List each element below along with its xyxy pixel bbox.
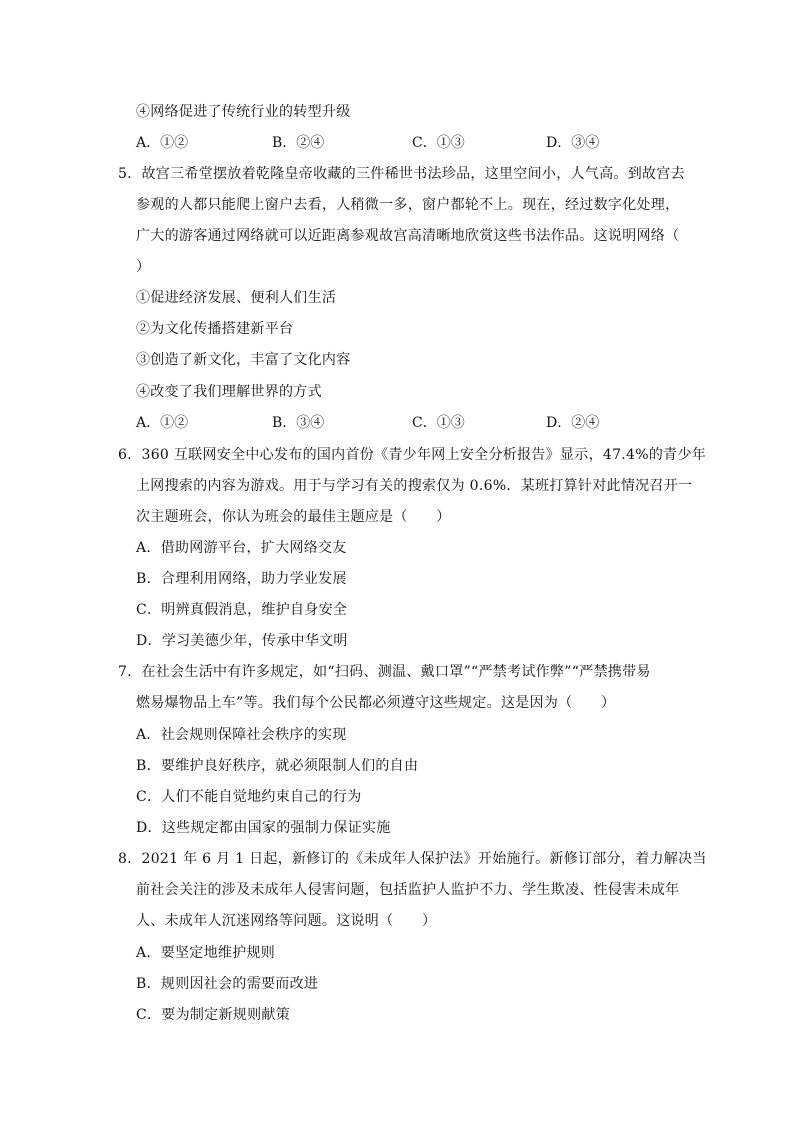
q7-option-c[interactable]: C．人们不能自觉地约束自己的行为	[136, 789, 362, 805]
q7-option-b[interactable]: B．要维护良好秩序，就必须限制人们的自由	[136, 758, 419, 774]
q4-choice-b[interactable]: B．②④	[272, 135, 325, 151]
q5-choices	[136, 413, 696, 433]
q5-statement-2: ②为文化传播搭建新平台	[136, 321, 294, 337]
q5-stem-line-2: 参观的人都只能爬上窗户去看，人稍微一多，窗户都轮不上。现在，经过数字化处理，	[136, 197, 680, 213]
q4-statement-4: ④网络促进了传统行业的转型升级	[136, 104, 351, 120]
q6-stem-line-1: 6．360 互联网安全中心发布的国内首份《青少年网上安全分析报告》显示，47.4%的青少年	[118, 447, 707, 463]
q7-stem-line-1: 7．在社会生活中有许多规定，如“扫码、测温、戴口罩”“严禁考试作弊”“严禁携带易	[118, 664, 651, 680]
q8-stem-line-1: 8．2021 年 6 月 1 日起，新修订的《未成年人保护法》开始施行。新修订部分，着力解决当	[118, 851, 707, 867]
q5-choice-a[interactable]: A．①②	[136, 415, 189, 431]
q5-stem-line-4: ）	[136, 259, 151, 275]
q5-statement-3: ③创造了新文化，丰富了文化内容	[136, 352, 351, 368]
q8-stem-line-2: 前社会关注的涉及未成年人侵害问题，包括监护人监护不力、学生欺凌、性侵害未成年	[136, 882, 680, 898]
q6-stem-line-3: 次主题班会，你认为班会的最佳主题应是（ ）	[136, 509, 451, 525]
q4-choices	[136, 133, 696, 153]
q4-choice-c[interactable]: C．①③	[412, 135, 465, 151]
q5-stem-line-1: 5．故宫三希堂摆放着乾隆皇帝收藏的三件稀世书法珍品，这里空间小，人气高。到故宫去	[118, 166, 685, 182]
q5-statement-4: ④改变了我们理解世界的方式	[136, 384, 322, 400]
q6-option-d[interactable]: D．学习美德少年，传承中华文明	[136, 633, 348, 649]
q5-statement-1: ①促进经济发展、便利人们生活	[136, 290, 337, 306]
q6-option-a[interactable]: A．借助网游平台，扩大网络交友	[136, 540, 347, 556]
q5-choice-c[interactable]: C．①③	[412, 415, 465, 431]
q4-choice-a[interactable]: A．①②	[136, 135, 189, 151]
q4-choice-d[interactable]: D．③④	[546, 135, 600, 151]
q8-option-c[interactable]: C．要为制定新规则献策	[136, 1007, 291, 1023]
q8-stem-line-3: 人、未成年人沉迷网络等问题。这说明（ ）	[136, 913, 437, 929]
q6-option-c[interactable]: C．明辨真假消息，维护自身安全	[136, 602, 348, 618]
q8-option-a[interactable]: A．要坚定地维护规则	[136, 945, 276, 961]
q6-option-b[interactable]: B．合理利用网络，助力学业发展	[136, 571, 347, 587]
q5-stem-line-3: 广大的游客通过网络就可以近距离参观故宫高清晰地欣赏这些书法作品。这说明网络（	[136, 228, 680, 244]
q6-stem-line-2: 上网搜索的内容为游戏。用于与学习有关的搜索仅为 0.6%．某班打算针对此情况召开一	[136, 478, 693, 494]
q8-option-b[interactable]: B．规则因社会的需要而改进	[136, 976, 319, 992]
q5-choice-d[interactable]: D．②④	[546, 415, 600, 431]
q5-choice-b[interactable]: B．③④	[272, 415, 325, 431]
q7-stem-line-2: 燃易爆物品上车”等。我们每个公民都必须遵守这些规定。这是因为（ ）	[136, 695, 616, 711]
q7-option-d[interactable]: D．这些规定都由国家的强制力保证实施	[136, 820, 391, 836]
q7-option-a[interactable]: A．社会规则保障社会秩序的实现	[136, 727, 347, 743]
